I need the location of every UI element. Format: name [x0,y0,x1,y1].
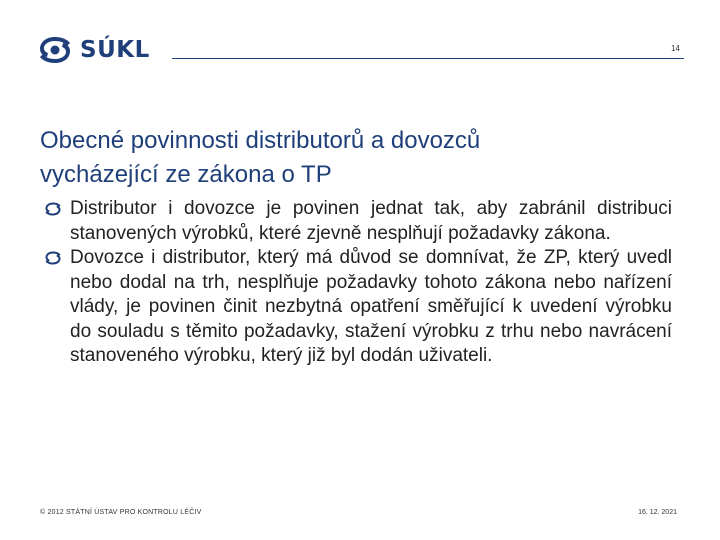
slide-title-line-1: Obecné povinnosti distributorů a dovozců [40,127,481,154]
bullet-list [40,197,672,369]
sukl-swirl-icon [44,250,62,266]
logo-text: SÚKL [80,37,150,63]
slide-number: 14 [671,44,680,53]
footer-date: 16. 12. 2021 [638,509,677,516]
slide-title [40,124,680,192]
bullet-text: Dovozce i distributor, který má důvod se domnívat, že ZP, který uvedl nebo dodal na trh, nesplňuje požadavky tohoto zákona nebo nařízení vlády, je povinen činit nezbytná opatření směřující k uvedení výrobku do souladu s těmito požadavky, stažení výrobku z trhu nebo navrácení stanoveného výrobku, který již byl dodán uživateli. [70,247,672,366]
slide-title-line-2: vycházející ze zákona o TP [40,161,332,188]
bullet-item [40,246,672,369]
bullet-item [40,197,672,246]
sukl-logo-icon [38,35,72,65]
bullet-text: Distributor i dovozce je povinen jednat tak, aby zabránil distribuci stanovených výrobků, které zjevně nesplňují požadavky zákona. [70,198,672,244]
header-divider [172,58,684,59]
sukl-swirl-icon [44,201,62,217]
sukl-logo [38,34,150,66]
footer-copyright: © 2012 STÁTNÍ ÚSTAV PRO KONTROLU LÉČIV [40,509,202,516]
